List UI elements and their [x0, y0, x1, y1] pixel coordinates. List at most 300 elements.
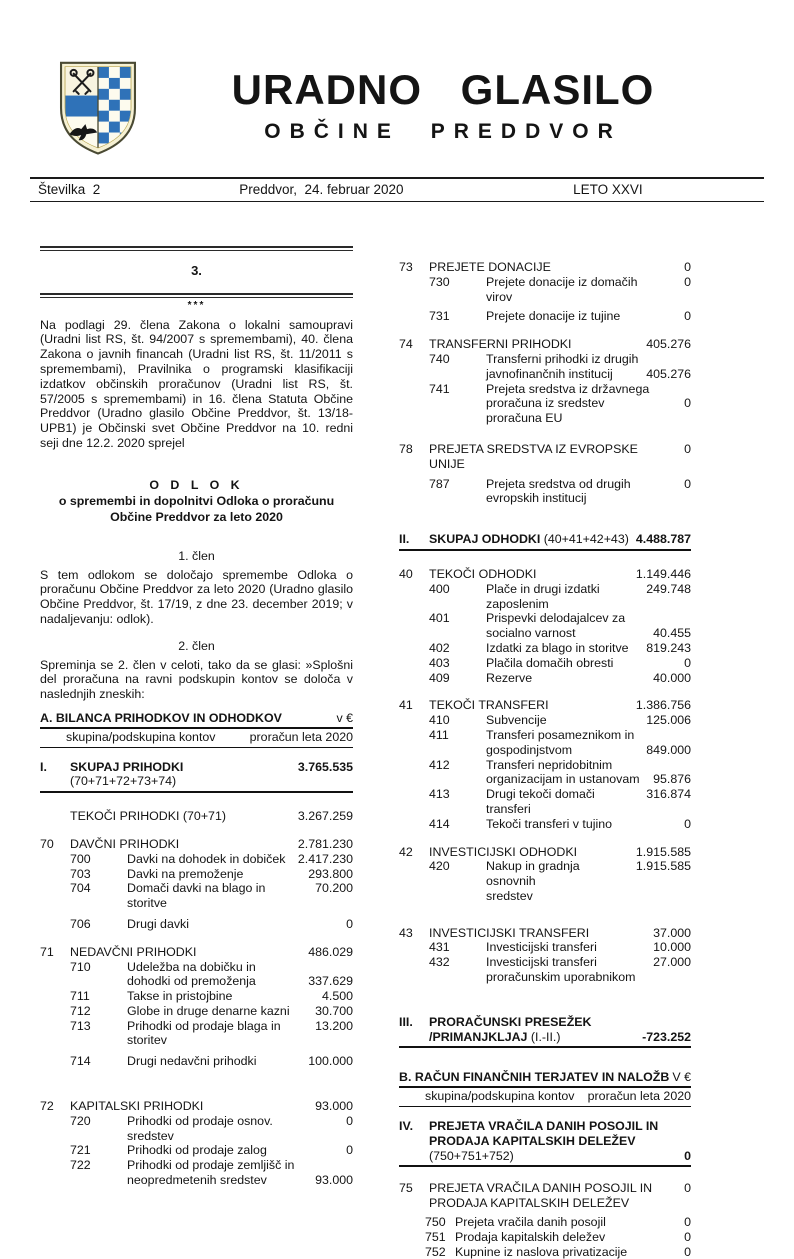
budget-row-line [399, 955, 691, 970]
section-a-subheader [40, 729, 353, 748]
account-label: organizacijam in ustanovam [486, 772, 640, 787]
account-code: 73 [399, 260, 413, 274]
budget-row [399, 260, 691, 275]
issue-info-bar [30, 177, 764, 202]
budget-row [399, 352, 691, 382]
account-code: 741 [429, 381, 450, 396]
decree-title-line1: O D L O K [149, 477, 244, 492]
total-rule [399, 1165, 691, 1167]
budget-table-a-right [399, 260, 691, 1048]
account-label [429, 1015, 591, 1030]
account-label: virov [486, 289, 513, 304]
account-label: TEKOČI PRIHODKI (70+71) [70, 809, 226, 824]
account-label: KAPITALSKI PRIHODKI [70, 1099, 204, 1114]
budget-row-line [399, 275, 691, 290]
section-b-title: B. RAČUN FINANČNIH TERJATEV IN NALOŽB [399, 1070, 670, 1085]
budget-row [40, 867, 353, 882]
budget-row-line [399, 611, 691, 626]
account-code: 400 [429, 581, 450, 596]
left-column [40, 246, 353, 1188]
amount-value: 37.000 [653, 925, 691, 940]
amount-value: 0 [684, 1229, 691, 1244]
decree-title-line2: o spremembi in dopolnitvi Odloka o proračunu [58, 493, 335, 508]
budget-row-line [399, 1134, 691, 1149]
account-label: sredstev [486, 888, 533, 903]
amount-value: 819.243 [646, 640, 691, 655]
budget-row-line [399, 1181, 691, 1196]
budget-row-line [399, 743, 691, 758]
budget-row-line [399, 1030, 691, 1045]
account-code: 751 [425, 1229, 446, 1244]
budget-row-line [399, 772, 691, 787]
account-label: Transferni prihodki iz drugih [486, 351, 639, 366]
amount-value: 0 [684, 816, 691, 831]
budget-row-line [40, 917, 353, 932]
budget-total-row [399, 532, 691, 551]
budget-row-line [399, 970, 691, 985]
account-label: TEKOČI TRANSFERI [429, 698, 549, 713]
account-label: zaposlenim [486, 596, 549, 611]
account-label-paren: (I.-II.) [527, 1029, 561, 1044]
budget-row-line [399, 671, 691, 686]
budget-row-line [40, 1019, 353, 1034]
budget-row [399, 477, 691, 507]
total-rule [399, 549, 691, 551]
budget-row-line [399, 352, 691, 367]
account-label: Globe in druge denarne kazni [127, 1003, 290, 1018]
budget-row-line [399, 713, 691, 728]
amount-value: 4.500 [321, 989, 353, 1004]
account-label: Nakup in gradnja osnovnih [486, 859, 580, 889]
account-label: Tekoči transferi v tujino [486, 816, 613, 831]
budget-row-line [399, 382, 691, 397]
amount-value: 0 [684, 309, 691, 324]
account-label: Prihodki od prodaje blaga in [127, 1018, 281, 1033]
account-label: dohodki od premoženja [127, 974, 256, 989]
budget-row [399, 758, 691, 788]
budget-row [40, 989, 353, 1004]
budget-row-line [40, 837, 353, 852]
budget-row [40, 945, 353, 960]
total-rule [399, 1046, 691, 1048]
budget-row [399, 859, 691, 903]
budget-row-line [40, 852, 353, 867]
account-label: proračuna iz sredstev [486, 396, 605, 411]
account-label: PREJETA SREDSTVA IZ EVROPSKE [429, 441, 638, 456]
budget-row-line [399, 626, 691, 641]
budget-row [40, 1054, 353, 1069]
budget-row-line [399, 442, 691, 457]
account-label: storitev [127, 1033, 167, 1048]
account-label [429, 532, 629, 547]
column-header-value: proračun leta 2020 [587, 1089, 691, 1104]
amount-value: 1.149.446 [635, 566, 691, 581]
masthead-subtitle: OBČINE PREDDVOR [264, 120, 622, 143]
issue-number: Številka 2 [38, 182, 101, 197]
amount-value: 40.455 [653, 626, 691, 641]
account-code: 75 [399, 1181, 413, 1196]
account-code: 740 [429, 351, 450, 366]
issue-volume: LETO XXVI [573, 182, 643, 197]
column-header-value: proračun leta 2020 [249, 729, 353, 744]
budget-row [40, 1019, 353, 1049]
account-label-main: PRORAČUNSKI PRESEŽEK [429, 1014, 592, 1029]
budget-row [399, 698, 691, 713]
budget-row-line [399, 656, 691, 671]
account-label: TEKOČI ODHODKI [429, 566, 537, 581]
budget-row [399, 940, 691, 955]
amount-value: 249.748 [646, 581, 691, 596]
article-number: 3. [191, 263, 202, 278]
clen-1-text: S tem odlokom se določajo spremembe Odloka o proračunu Občine Preddvor za leto 2020 (Uradno glasilo Občine Preddvor, št. 17/19, z dne 23. december 2019; v nadaljevanju: odlok). [40, 567, 353, 626]
budget-row-line [399, 597, 691, 612]
account-label: sredstev [127, 1128, 174, 1143]
budget-row-line [399, 1015, 691, 1030]
account-label: Prejeta sredstva od drugih [486, 476, 631, 491]
account-label: storitve [127, 896, 167, 911]
budget-row [399, 787, 691, 817]
account-label [429, 1134, 636, 1149]
budget-row [399, 656, 691, 671]
amount-value: 1.915.585 [635, 859, 691, 874]
account-code: 72 [40, 1099, 54, 1114]
account-code: 713 [70, 1018, 91, 1033]
account-label: Prihodki od prodaje zemljišč in [127, 1158, 295, 1173]
budget-row-line [40, 1114, 353, 1129]
account-label: gospodinjstvom [486, 742, 573, 757]
amount-value: 10.000 [653, 940, 691, 955]
budget-table-a-left [40, 760, 353, 1188]
account-code: 410 [429, 713, 450, 728]
budget-row [40, 1114, 353, 1144]
account-label: Prihodki od prodaje osnov. [127, 1113, 273, 1128]
budget-row-line [40, 945, 353, 960]
account-label: Drugi nedavčni prihodki [127, 1054, 257, 1069]
budget-row-line [399, 582, 691, 597]
budget-row-line [399, 1149, 691, 1164]
account-label: socialno varnost [486, 626, 576, 641]
account-label: INVESTICIJSKI TRANSFERI [429, 925, 590, 940]
budget-row-line [399, 1245, 691, 1259]
account-label: DAVČNI PRIHODKI [70, 836, 180, 851]
account-code: 722 [70, 1158, 91, 1173]
amount-value: 2.781.230 [297, 836, 353, 851]
account-code: 700 [70, 851, 91, 866]
amount-value: 0 [684, 1215, 691, 1230]
account-label [70, 760, 292, 790]
account-label [429, 1149, 514, 1164]
account-code: II. [399, 532, 410, 547]
clen-2-text: Spreminja se 2. člen v celoti, tako da se glasi: »Splošni del proračuna na ravni podskupin kontov se določa v naslednjih zneskih: [40, 657, 353, 702]
account-label: Takse in pristojbine [127, 989, 233, 1004]
account-label: javnofinančnih institucij [486, 366, 613, 381]
clen-2-heading: 2. člen [178, 638, 215, 653]
budget-row [399, 309, 691, 324]
account-code: I. [40, 759, 47, 774]
budget-row-line [399, 1215, 691, 1230]
account-code: 411 [429, 727, 449, 742]
account-label: Prejete donacije iz domačih [486, 274, 638, 289]
budget-row-line [399, 396, 691, 411]
account-code: 750 [425, 1215, 446, 1230]
account-code: 752 [425, 1244, 446, 1259]
amount-value: 27.000 [653, 955, 691, 970]
budget-row [399, 926, 691, 941]
account-code: 74 [399, 337, 413, 352]
budget-row [399, 817, 691, 832]
account-label: Transferi nepridobitnim [486, 757, 613, 772]
budget-row-line [399, 787, 691, 817]
amount-value: 93.000 [315, 1099, 353, 1114]
budget-row [399, 337, 691, 352]
amount-value: 337.629 [308, 974, 353, 989]
amount-value: 100.000 [308, 1054, 353, 1069]
amount-value: 316.874 [646, 787, 691, 802]
account-label-paren: (750+751+752) [429, 1148, 514, 1163]
budget-row-line [40, 1143, 353, 1158]
account-label: proračuna EU [486, 411, 563, 426]
budget-row-line [40, 881, 353, 896]
amount-value: 3.267.259 [297, 809, 353, 824]
budget-row-line [399, 567, 691, 582]
budget-total-row [399, 1119, 691, 1167]
clen-1-heading: 1. člen [178, 548, 215, 563]
account-code: 720 [70, 1113, 91, 1128]
account-code: 703 [70, 866, 91, 881]
amount-value: 3.765.535 [297, 759, 353, 774]
amount-value: 405.276 [646, 366, 691, 381]
account-code: 42 [399, 844, 413, 859]
budget-row-line [399, 1119, 691, 1134]
section-a-unit: v € [336, 710, 353, 725]
budget-row-line [40, 1099, 353, 1114]
account-label: evropskih institucij [486, 491, 587, 506]
amount-value: 125.006 [646, 713, 691, 728]
account-code: III. [399, 1014, 413, 1029]
budget-row-line [40, 1158, 353, 1173]
account-label: Drugi davki [127, 916, 189, 931]
account-code: 706 [70, 916, 91, 931]
budget-row [40, 1004, 353, 1019]
budget-row [399, 671, 691, 686]
account-code: 70 [40, 836, 54, 851]
budget-table-b [399, 1119, 691, 1259]
budget-row [399, 382, 691, 426]
budget-row-line [399, 1230, 691, 1245]
amount-value: 0 [684, 1148, 691, 1163]
account-label: Prejeta sredstva iz državnega [486, 381, 650, 396]
amount-value: 486.029 [308, 944, 353, 959]
account-label: Plačila domačih obresti [486, 655, 614, 670]
account-label: NEDAVČNI PRIHODKI [70, 944, 197, 959]
account-code: 704 [70, 881, 91, 896]
account-code: 43 [399, 925, 413, 940]
budget-row-line [40, 960, 353, 975]
account-label: Davki na dohodek in dobiček [127, 851, 286, 866]
budget-row [399, 713, 691, 728]
budget-row-line [399, 1196, 691, 1211]
amount-value: 4.488.787 [635, 532, 691, 547]
budget-row-line [399, 411, 691, 426]
account-label: Prodaja kapitalskih deležev [455, 1229, 606, 1244]
issue-date: Preddvor, 24. februar 2020 [239, 182, 404, 197]
total-rule [40, 791, 353, 793]
account-label: TRANSFERNI PRIHODKI [429, 337, 572, 352]
account-label-paren: (70+71+72+73+74) [70, 774, 177, 789]
section-b-header [399, 1070, 691, 1088]
account-label-paren: (40+41+42+43) [540, 532, 629, 547]
budget-row-line [40, 1004, 353, 1019]
account-code: 40 [399, 566, 413, 581]
budget-row-line [40, 1129, 353, 1144]
amount-value: 0 [346, 1113, 353, 1128]
budget-row-line [399, 477, 691, 492]
account-label-main: PREJETA VRAČILA DANIH POSOJIL IN [429, 1119, 659, 1134]
budget-row-line [399, 940, 691, 955]
account-code: 420 [429, 859, 450, 874]
budget-row [399, 275, 691, 305]
account-code: 730 [429, 274, 450, 289]
account-label: Prihodki od prodaje zalog [127, 1143, 267, 1158]
account-label: Drugi tekoči domači transferi [486, 787, 595, 816]
budget-row-line [399, 889, 691, 904]
amount-value: -723.252 [642, 1029, 691, 1044]
account-code: 711 [70, 989, 90, 1004]
account-label: Prejete donacije iz tujine [486, 309, 621, 324]
budget-row-line [399, 817, 691, 832]
budget-row-line [399, 367, 691, 382]
budget-row [399, 442, 691, 472]
budget-row-line [399, 337, 691, 352]
section-a-header [40, 711, 353, 729]
budget-row-line [399, 457, 691, 472]
budget-row-line [399, 758, 691, 773]
budget-row-line [399, 309, 691, 324]
budget-row-line [40, 867, 353, 882]
budget-row [40, 837, 353, 852]
budget-row-line [40, 974, 353, 989]
amount-value: 0 [684, 441, 691, 456]
account-label: PRODAJA KAPITALSKIH DELEŽEV [429, 1196, 630, 1211]
amount-value: 93.000 [315, 1173, 353, 1188]
masthead-title: URADNO GLASILO [231, 66, 655, 113]
double-rule [40, 293, 353, 298]
amount-value: 0 [684, 476, 691, 491]
budget-row [399, 1215, 691, 1230]
budget-row [40, 917, 353, 932]
budget-row [40, 960, 353, 990]
amount-value: 0 [684, 274, 691, 289]
budget-row-line [40, 1054, 353, 1069]
account-code: 409 [429, 670, 450, 685]
account-label: Kupnine iz naslova privatizacije [455, 1244, 628, 1259]
budget-row [40, 1099, 353, 1114]
amount-value: 13.200 [315, 1018, 353, 1033]
account-code: 414 [429, 816, 450, 831]
budget-total-row [40, 760, 353, 794]
legal-preamble: Na podlagi 29. člena Zakona o lokalni samoupravi (Uradni list RS, št. 94/2007 s spremembami), 40. člena Zakona o javnih financah (Uradni list RS, št. 11/2011 s spremembami), Pravilnika o programski klasifikaciji izdatkov občinskih proračunov (Uradni list RS, št. 57/2005 s spremembami) in 16. člena Statuta Občine Preddvor (Uradno glasilo Občine Preddvor, št. 13/18-UPB1) je Občinski svet Občine Preddvor na 10. redni seji dne 12.2. 2020 sprejel [40, 317, 353, 450]
account-label: Rezerve [486, 670, 533, 685]
account-code: 71 [40, 944, 54, 959]
account-code: 413 [429, 787, 450, 802]
section-a-title: A. BILANCA PRIHODKOV IN ODHODKOV [40, 710, 282, 725]
amount-value: 405.276 [646, 337, 691, 352]
section-b-subheader [399, 1088, 691, 1107]
budget-row [399, 611, 691, 641]
account-label: neopredmetenih sredstev [127, 1173, 267, 1188]
account-code: 412 [429, 757, 450, 772]
budget-row [399, 1230, 691, 1245]
amount-value: 0 [346, 1143, 353, 1158]
account-label-main: /PRIMANJKLJAJ [429, 1029, 528, 1044]
account-label: PREJETE DONACIJE [429, 260, 551, 274]
amount-value: 0 [684, 396, 691, 411]
budget-row-line [40, 809, 353, 824]
account-label: Izdatki za blago in storitve [486, 640, 629, 655]
budget-row-line [399, 698, 691, 713]
account-label [429, 1119, 658, 1134]
account-code: 41 [399, 698, 413, 713]
amount-value: 2.417.230 [297, 851, 353, 866]
budget-row-line [399, 859, 691, 889]
budget-row-line [399, 641, 691, 656]
account-label: Investicijski transferi [486, 940, 597, 955]
account-label: Prispevki delodajalcev za [486, 611, 626, 626]
budget-row [399, 1245, 691, 1259]
amount-value: 293.800 [308, 866, 353, 881]
budget-row-line [399, 532, 691, 547]
amount-value: 70.200 [315, 881, 353, 896]
decree-title-line3: Občine Preddvor za leto 2020 [110, 509, 283, 524]
account-label: Transferi posameznikom in [486, 727, 635, 742]
budget-row-line [399, 728, 691, 743]
account-label: Davki na premoženje [127, 866, 244, 881]
account-label: Domači davki na blago in [127, 881, 266, 896]
account-code: 721 [70, 1143, 91, 1158]
account-label: Subvencije [486, 713, 547, 728]
amount-value: 30.700 [315, 1003, 353, 1018]
amount-value: 1.915.585 [635, 844, 691, 859]
budget-row [40, 809, 353, 824]
account-label: Investicijski transferi [486, 955, 597, 970]
account-label-main: SKUPAJ PRIHODKI [70, 759, 184, 774]
budget-row [399, 728, 691, 758]
separator-stars: *** [187, 299, 206, 311]
budget-row-line [399, 260, 691, 275]
amount-value: 849.000 [646, 742, 691, 757]
budget-row-line [40, 989, 353, 1004]
budget-row-line [40, 896, 353, 911]
masthead [150, 66, 736, 144]
account-label: INVESTICIJSKI ODHODKI [429, 844, 578, 859]
account-code: 401 [429, 611, 450, 626]
budget-row [399, 641, 691, 656]
account-label: proračunskim uporabnikom [486, 970, 636, 985]
budget-row [399, 845, 691, 860]
column-header-group: skupina/podskupina kontov [425, 1089, 575, 1104]
right-column [399, 258, 691, 1259]
municipal-coat-of-arms-icon [56, 58, 140, 165]
budget-row-line [40, 760, 353, 790]
budget-row [399, 955, 691, 985]
amount-value: 0 [684, 1181, 691, 1196]
account-code: IV. [399, 1119, 414, 1134]
budget-row-line [399, 491, 691, 506]
section-b-unit: V € [672, 1070, 691, 1085]
account-code: 787 [429, 476, 450, 491]
column-header-group: skupina/podskupina kontov [66, 729, 216, 744]
budget-row [40, 852, 353, 867]
